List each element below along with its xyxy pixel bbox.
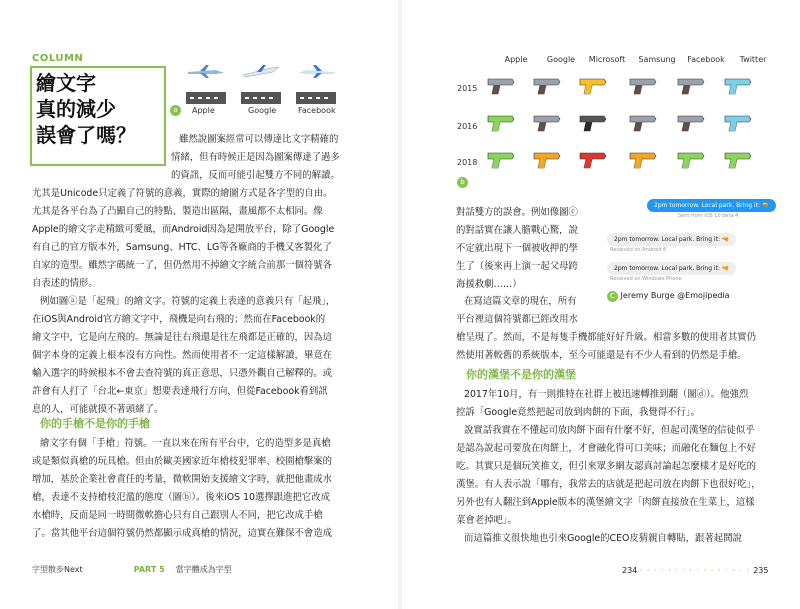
text-line: 雖然說圖案經常可以傳達比文字精確的: [179, 134, 339, 145]
paragraph-right-3: [456, 386, 768, 548]
airplane-icon: [296, 64, 336, 78]
chat-recv-1: [607, 233, 736, 246]
platform-microsoft: Microsoft: [588, 55, 626, 64]
text-line: 漢堡。有人表示說「哪有，我常去的店就是把起司放在肉餅下也很好吃」，: [456, 479, 761, 490]
right-page: [400, 0, 800, 609]
text-line: 自表述的情形。: [32, 278, 98, 289]
text-line: 槍，表達不支持槍枝氾濫的態度（圖ⓑ）。後來iOS 10選擇跟進把它改成: [32, 492, 331, 503]
text-line: 在iOS與Android官方繪文字中，飛機是向右飛的；然而在Facebook的: [32, 314, 326, 325]
figure-b-badge: b: [457, 177, 468, 188]
paragraph-1: [32, 185, 344, 293]
column-label: COLUMN: [32, 53, 84, 64]
platform-samsung: Samsung: [638, 55, 676, 64]
airplane-icon: [241, 64, 281, 78]
pistol-icon: [676, 73, 706, 97]
pistol-icon: [486, 73, 516, 97]
year-2016: 2016: [457, 122, 478, 131]
text-line: 然使用著較舊的系統版本，至今可能還是有不少人看到的仍然是手槍。: [456, 350, 747, 361]
pistol-icon: 🔫: [721, 265, 730, 272]
text-line: 菜會老掉吧」。: [456, 515, 517, 526]
text-line: 平台裡這個符號都已經改用水: [456, 314, 578, 325]
page-numbers: 234 · · · · · · · · · · · · · · · · 235: [622, 566, 769, 575]
text-line: 息的人，可能就摸不著頭緒了。: [32, 404, 164, 415]
water-pistol-icon: [723, 73, 753, 97]
footer-chapter: 當字體成為字型: [175, 565, 232, 574]
chat-recv-2: [607, 262, 736, 275]
footer-left: [32, 564, 232, 575]
text-line: 是認為說起司要放在肉餅上，才會融化得可口美味；而融化在麵包上不好: [456, 443, 757, 454]
text-line: 海援救劇……）: [456, 279, 522, 290]
chat-text: 2pm tomorrow. Local park. Bring it:: [614, 265, 720, 272]
chat-text: 2pm tomorrow. Local park. Bring it:: [654, 202, 760, 209]
year-2015: 2015: [457, 84, 478, 93]
chat-recv-2-meta: Received on Windows Phone: [610, 276, 682, 282]
text-line: 另外也有人翻注到Apple版本的漢堡繪文字「肉餅直接放在生菜上，這樣: [456, 497, 755, 508]
chat-sent-meta: Sent from iOS 10 beta 4: [678, 213, 739, 219]
paragraph-2: [32, 293, 344, 419]
text-line: 不定就出現下一個被收押的學: [456, 243, 578, 254]
text-line: 情緒，但有時候正是因為圖案傳達了過多: [171, 152, 340, 163]
title-line-2: 真的減少: [36, 97, 116, 121]
pistol-icon: [532, 73, 562, 97]
credit-text: Jeremy Burge @Emojipedia: [620, 291, 730, 300]
section-heading-gun: 你的手槍不是你的手槍: [40, 417, 150, 430]
platform-google: Google: [546, 55, 576, 64]
text-line: 了。當其他平台這個符號仍然都顯示成真槍的情況，這實在難保不會造成: [32, 528, 333, 539]
text-line: Apple的繪文字走精緻可愛風，而Android因為是開放平台，除了Google: [32, 224, 335, 235]
text-line: 吃。其實只是個玩笑推文，但引來眾多網友認真討論起怎麼樣才是好吃的: [456, 461, 757, 472]
text-line: 輸入選字的時候根本不會去查符號的真正意思，只憑外觀自己解釋的。或: [32, 368, 333, 379]
text-line: 控訴「Google竟然把起司放到肉餅的下面，我覺得不行」。: [456, 407, 700, 418]
paragraph-right-1: [456, 204, 601, 294]
chat-sent: [647, 199, 776, 212]
water-pistol-icon: [486, 110, 516, 134]
water-pistol-icon: 🔫: [761, 202, 770, 209]
column-title: [36, 70, 136, 148]
year-2018: 2018: [457, 158, 478, 167]
text-line: 增加，基於企業社會責任的考量，微軟開始支援繪文字時，就把他畫成水: [32, 474, 333, 485]
text-line: 的對話實在讓人膽戰心驚，說: [456, 225, 578, 236]
footer-book-title: 字型散步Next: [32, 565, 83, 574]
water-pistol-icon: [486, 147, 516, 171]
text-line: 繪文字有個「手槍」符號。一直以來在所有平台中，它的造型多是真槍: [40, 438, 331, 449]
title-line-1: 繪文字: [36, 71, 96, 95]
column-title-box: [30, 66, 166, 166]
text-line: 水槍時，反而是同一時間微軟擔心只有自己跟別人不同，把它改成手槍: [32, 510, 323, 521]
text-line: 在寫這篇文章的現在，所有: [464, 296, 577, 307]
pistol-icon: [578, 110, 608, 134]
label-facebook: Facebook: [298, 106, 336, 115]
title-line-3: 誤會了嗎？: [36, 123, 136, 147]
text-line: 對話雙方的誤會。例如像圖ⓒ: [456, 207, 578, 218]
water-pistol-icon: [628, 147, 658, 171]
paragraph-right-2a: [456, 293, 601, 329]
platform-twitter: Twitter: [739, 55, 767, 64]
text-line: 自家的造型。雖然字碼統一了，但仍然用不掉繪文字統合前那一個符號各: [32, 260, 333, 271]
pistol-icon: [532, 110, 562, 134]
text-line: 或是類似真槍的玩具槍。但由於歐美國家近年槍枝犯罪率、校園槍擊案的: [32, 456, 333, 467]
figure-a-labels: [170, 105, 345, 119]
page-number-235: 235: [753, 566, 769, 575]
paragraph-3: [32, 435, 344, 543]
label-google: Google: [248, 106, 277, 115]
water-pistol-icon: [723, 147, 753, 171]
text-line: 許會有人打了「台北←東京」想要表達飛行方向，但從Facebook看到訊: [32, 386, 328, 397]
section-heading-burger: 你的漢堡不是你的漢堡: [466, 368, 576, 381]
airplane-icon: [186, 64, 226, 78]
water-pistol-icon: [723, 110, 753, 134]
text-line: 而這篇推文很快地也引來Google的CEO皮猜親自轉貼，跟著起鬨說: [464, 533, 742, 544]
pistol-icon: [628, 73, 658, 97]
figure-c-credit: [607, 291, 730, 302]
text-line: 槍呈現了。然而，不是每隻手機都能好好升級。相當多數的使用者其實仍: [456, 332, 757, 343]
water-pistol-icon: [532, 147, 562, 171]
page-number-234: 234: [622, 566, 638, 575]
figure-c-badge: C: [607, 291, 618, 302]
intro-paragraph: [171, 131, 343, 185]
chat-recv-1-meta: Received on Android 6: [610, 247, 667, 253]
text-line: 繪文字中，它是向左飛的。無論是往右飛還是往左飛都是正確的，因為這: [32, 332, 333, 343]
text-line: 例如圖ⓐ是「起飛」的繪文字。符號的定義上表達的意義只有「起飛」，: [40, 296, 336, 307]
text-line: 2017年10月，有一則推特在社群上被迅速轉推到翻（圖ⓓ）。他強烈: [464, 389, 749, 400]
text-line: 個字本身的定義上根本沒有方向性。然而使用者不一定這樣解讀，畢竟在: [32, 350, 333, 361]
text-line: 生了（後來再上演一起父母跨: [456, 261, 578, 272]
text-line: 尤其是Unicode只定義了符號的意義，實際的繪圖方式是各字型的自由。: [32, 188, 333, 199]
text-line: 說實話我實在不懂起司放肉餅下面有什麼不好，但起司漢堡的信徒似乎: [464, 425, 755, 436]
chat-bubble-recv-1: [607, 233, 736, 246]
text-line: 有自己的官方版本外，Samsung、HTC、LG等各廠商的手機又客製化了: [32, 242, 332, 253]
chat-bubble-recv-2: [607, 262, 736, 275]
pistol-icon: [676, 110, 706, 134]
paragraph-right-2b: [456, 329, 768, 365]
figure-a-badge: a: [170, 105, 181, 116]
footer-part: PART 5: [133, 565, 165, 574]
chat-text: 2pm tomorrow. Local park. Bring it:: [614, 236, 720, 243]
text-line: 尤其是各平台為了凸顯自己的特點、製造出區隔，畫風都不太相同。像: [32, 206, 323, 217]
water-pistol-icon: [578, 73, 608, 97]
platform-facebook: Facebook: [687, 55, 725, 64]
water-pistol-icon: [578, 147, 608, 171]
pistol-icon: [628, 110, 658, 134]
platform-apple: Apple: [504, 55, 528, 64]
text-line: 的資訊，反而可能引起雙方不同的解讀。: [171, 170, 340, 181]
label-apple: Apple: [192, 106, 215, 115]
pistol-icon: 🔫: [721, 236, 730, 243]
water-pistol-icon: [676, 147, 706, 171]
chat-bubble-sent: [647, 199, 776, 212]
